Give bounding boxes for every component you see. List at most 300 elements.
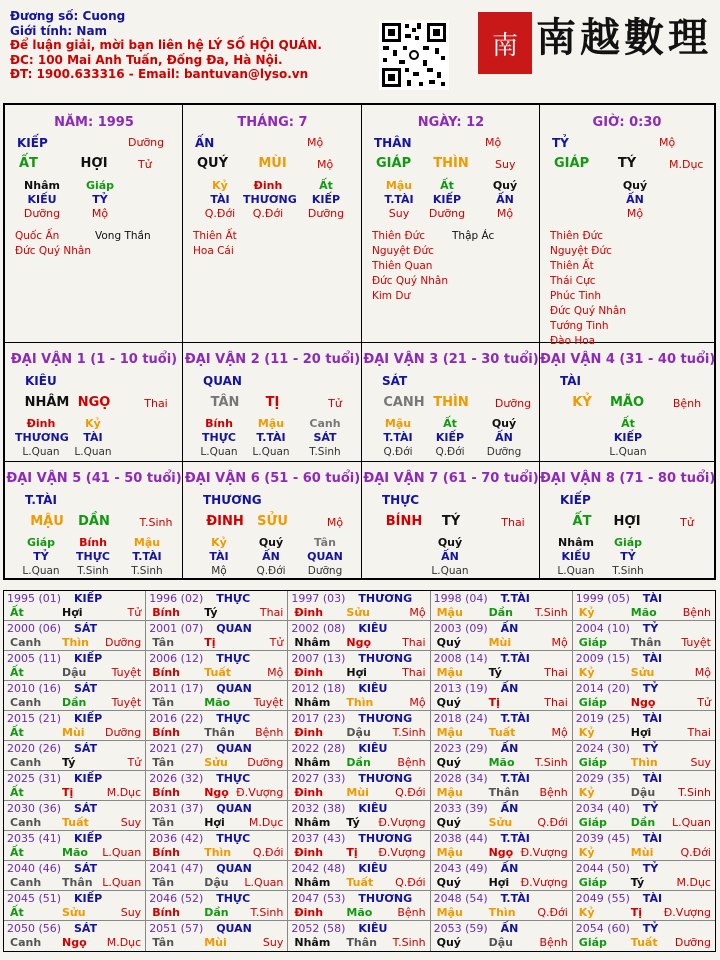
phone-email: ĐT: 1900.633316 - Email: bantuvan@lyso.vn — [10, 67, 309, 82]
hidden-god: TÀI — [83, 431, 103, 444]
pillar-god: ẤN — [195, 136, 215, 150]
year-branch: Mùi — [204, 936, 227, 949]
year-stem: Ất — [10, 906, 24, 919]
year-god: ẤN — [500, 922, 519, 935]
hidden-god: KIẾP — [613, 431, 643, 444]
dai-van-stem: CANH — [383, 395, 425, 410]
pillar-stem: ẤT — [19, 156, 38, 171]
hidden-stem: Canh — [309, 417, 341, 430]
year-stem: Mậu — [436, 726, 463, 739]
year-branch: Dần — [630, 816, 656, 829]
year-stage: Đ.Vượng — [520, 876, 568, 889]
year-cell — [573, 651, 715, 681]
dai-van-stage: Thai — [144, 397, 168, 410]
dai-van-god: T.TÀI — [25, 493, 57, 507]
dai-van-branch: SỬU — [257, 514, 288, 529]
year-branch: Tuất — [346, 876, 374, 889]
year-label: 2033 (39) — [433, 802, 488, 815]
year-stem: Quý — [436, 636, 461, 649]
year-stage: T.Sinh — [534, 756, 568, 769]
year-god: TÀI — [642, 652, 663, 665]
year-stem: Tân — [152, 696, 175, 709]
hidden-stage: T.Sinh — [131, 565, 163, 577]
year-branch: Tuất — [630, 936, 658, 949]
year-cell — [431, 861, 573, 891]
year-stem: Bính — [152, 846, 181, 859]
hidden-stage: L.Quan — [431, 565, 469, 577]
dai-van-title: ĐẠI VẬN 3 (21 - 30 tuổi) — [363, 352, 539, 367]
year-branch: Dần — [488, 606, 513, 619]
year-god: KIẾP — [74, 652, 103, 665]
year-stage: T.Sinh — [250, 906, 284, 919]
year-cell — [573, 891, 715, 921]
year-god: T.TÀI — [500, 772, 530, 785]
dai-van-stage: Mộ — [326, 516, 344, 529]
year-stem: Ất — [10, 726, 24, 739]
year-branch: Mùi — [346, 786, 369, 799]
dai-van-stem: TÂN — [210, 395, 240, 410]
hidden-stem: Ất — [621, 417, 635, 430]
year-god: SÁT — [74, 922, 98, 935]
year-stem: Bính — [152, 726, 181, 739]
star-name: Đức Quý Nhân — [372, 275, 448, 287]
dai-van-god: QUAN — [203, 374, 242, 388]
pillar-grid — [3, 103, 716, 580]
year-stem: Nhâm — [294, 756, 331, 769]
year-god: KIÊU — [358, 802, 388, 815]
dai-van-stem: MẬU — [30, 514, 64, 529]
year-god: TỶ — [642, 682, 659, 695]
dai-van-title: ĐẠI VẬN 8 (71 - 80 tuổi) — [540, 471, 716, 486]
hidden-god: THƯƠNG — [15, 431, 69, 444]
year-branch: Tý — [62, 756, 76, 769]
year-cell — [4, 741, 146, 771]
year-branch: Tý — [488, 666, 502, 679]
year-label: 2014 (20) — [575, 682, 630, 695]
year-stem: Mậu — [436, 786, 463, 799]
year-stem: Kỷ — [578, 606, 595, 619]
year-branch: Tuất — [204, 666, 231, 679]
year-stage: Bệnh — [397, 906, 426, 919]
pillar-branch: THÌN — [433, 156, 469, 171]
year-god: KIẾP — [74, 592, 103, 605]
year-stem: Canh — [10, 936, 42, 949]
year-god: TỶ — [642, 622, 659, 635]
year-cell — [4, 861, 146, 891]
year-stage: Tử — [269, 636, 284, 649]
year-branch: Thìn — [204, 846, 232, 859]
dai-van-god: TÀI — [560, 374, 582, 388]
dai-van-stem: ĐINH — [206, 514, 244, 529]
year-cell — [4, 831, 146, 861]
star-name: Nguyệt Đức — [550, 245, 612, 257]
year-branch: Dậu — [62, 666, 87, 679]
pillar-stage: Suy — [495, 158, 516, 171]
year-cell — [573, 681, 715, 711]
dai-van-god: SÁT — [382, 374, 408, 388]
bad-star-list — [452, 229, 494, 244]
year-god: T.TÀI — [500, 652, 530, 665]
year-branch: Hợi — [630, 726, 652, 739]
year-cell — [431, 771, 573, 801]
year-label: 2022 (28) — [291, 742, 346, 755]
year-cell — [431, 921, 573, 951]
year-branch: Mão — [630, 606, 657, 619]
year-branch: Dậu — [488, 936, 513, 949]
dai-van-branch: NGỌ — [77, 395, 111, 410]
year-god: THỰC — [216, 832, 251, 845]
year-god: THỰC — [216, 712, 251, 725]
year-cell — [288, 771, 430, 801]
dai-van-branch: DẦN — [78, 514, 110, 529]
year-branch: Thân — [346, 936, 377, 949]
year-god: TÀI — [642, 892, 663, 905]
year-label: 2006 (12) — [149, 652, 204, 665]
year-branch: Hợi — [346, 666, 367, 679]
year-label: 2044 (50) — [575, 862, 630, 875]
hidden-stage: L.Quan — [74, 446, 112, 458]
year-cell — [431, 681, 573, 711]
year-stem: Kỷ — [578, 906, 595, 919]
year-branch: Mão — [204, 696, 231, 709]
year-stem: Canh — [10, 636, 42, 649]
year-stem: Canh — [10, 696, 42, 709]
hidden-stage: Mộ — [91, 207, 109, 220]
hidden-stem: Mậu — [384, 417, 412, 430]
year-branch: Mão — [346, 906, 373, 919]
year-label: 2043 (49) — [433, 862, 488, 875]
year-god: ẤN — [500, 622, 519, 635]
year-stage: Bệnh — [682, 606, 711, 619]
hidden-stem: Kỷ — [211, 536, 227, 549]
year-label: 2010 (16) — [7, 682, 62, 695]
year-label: 2012 (18) — [291, 682, 346, 695]
year-stem: Đinh — [294, 846, 324, 859]
star-name: Thiên Đức — [550, 230, 604, 242]
star-name: Thiên Ất — [193, 230, 237, 242]
dai-van-stage: Bệnh — [672, 397, 702, 410]
hidden-god: TỶ — [33, 550, 49, 563]
year-stage: Q.Đới — [395, 786, 426, 799]
year-cell — [146, 861, 288, 891]
year-label: 2001 (07) — [149, 622, 204, 635]
hidden-god: ẤN — [496, 193, 514, 206]
hidden-stem: Nhâm — [24, 179, 60, 192]
year-stem: Nhâm — [294, 696, 331, 709]
year-cell — [288, 651, 430, 681]
year-cell — [573, 771, 715, 801]
year-stage: Bệnh — [539, 936, 568, 949]
star-list — [372, 229, 448, 304]
year-label: 2002 (08) — [291, 622, 346, 635]
dai-van-branch: HỢI — [613, 514, 641, 529]
year-cell — [288, 681, 430, 711]
hidden-stem: Quý — [258, 536, 284, 549]
year-god: KIẾP — [74, 892, 103, 905]
year-stage: L.Quan — [672, 816, 711, 829]
year-label: 1997 (03) — [291, 592, 346, 605]
year-cell — [431, 651, 573, 681]
year-stem: Đinh — [294, 726, 324, 739]
year-branch: Thìn — [488, 906, 516, 919]
year-stem: Nhâm — [294, 636, 331, 649]
hidden-god: TỶ — [92, 193, 108, 206]
dai-van-branch: MÃO — [609, 395, 645, 410]
hidden-stem: Quý — [622, 179, 648, 192]
year-stage: Dưỡng — [105, 726, 142, 739]
year-label: 1998 (04) — [433, 592, 488, 605]
year-cell — [4, 921, 146, 951]
year-stem: Mậu — [436, 606, 463, 619]
year-stage: Tử — [697, 696, 711, 709]
dai-van-title: ĐẠI VẬN 5 (41 - 50 tuổi) — [6, 471, 182, 486]
pillar-stage-top: Mộ — [485, 136, 502, 149]
year-stage: Suy — [262, 936, 284, 949]
year-label: 1996 (02) — [149, 592, 204, 605]
year-stem: Mậu — [436, 846, 463, 859]
year-stage: Đ.Vượng — [378, 816, 426, 829]
year-stage: Đ.Vượng — [663, 906, 711, 919]
year-cell — [431, 621, 573, 651]
hidden-god: TÀI — [209, 550, 229, 563]
year-label: 2000 (06) — [7, 622, 62, 635]
year-label: 2048 (54) — [433, 892, 488, 905]
year-stem: Quý — [436, 876, 461, 889]
hidden-god: TỶ — [620, 550, 636, 563]
year-branch: Tý — [204, 606, 218, 619]
year-branch: Sửu — [488, 816, 513, 829]
year-stage: Thai — [402, 636, 426, 649]
year-label: 2011 (17) — [149, 682, 204, 695]
hidden-stage: Q.Đới — [383, 446, 413, 458]
year-cell — [573, 801, 715, 831]
year-god: SÁT — [74, 622, 98, 635]
year-cell — [146, 651, 288, 681]
year-label: 2041 (47) — [149, 862, 204, 875]
year-cell — [288, 591, 430, 621]
star-list — [193, 229, 237, 259]
year-label: 2046 (52) — [149, 892, 204, 905]
year-stem: Nhâm — [294, 816, 331, 829]
dai-van-god: THƯƠNG — [203, 493, 262, 507]
hidden-stage: Mộ — [626, 207, 644, 220]
pillar-cell — [183, 105, 362, 343]
year-stem: Quý — [436, 936, 461, 949]
year-stage: Tử — [127, 606, 142, 619]
pillar-god: TỶ — [552, 136, 569, 150]
year-god: T.TÀI — [500, 592, 530, 605]
hidden-stage: L.Quan — [609, 446, 647, 458]
year-cell — [146, 621, 288, 651]
year-god: THƯƠNG — [358, 592, 413, 605]
year-label: 2004 (10) — [575, 622, 630, 635]
year-god: ẤN — [500, 742, 519, 755]
year-label: 2038 (44) — [433, 832, 488, 845]
year-cell — [4, 771, 146, 801]
year-cell — [573, 831, 715, 861]
year-branch: Sửu — [62, 906, 86, 919]
year-stem: Bính — [152, 906, 181, 919]
pillar-branch: HỢI — [80, 156, 108, 171]
hidden-god: KIẾP — [311, 193, 341, 206]
year-stem: Quý — [436, 756, 461, 769]
year-branch: Hợi — [488, 876, 510, 889]
year-stem: Giáp — [578, 936, 607, 949]
year-stage: Tuyệt — [253, 696, 284, 709]
year-stem: Bính — [152, 786, 181, 799]
year-stem: Kỷ — [578, 846, 595, 859]
hidden-god: SÁT — [313, 431, 337, 444]
year-god: QUAN — [216, 862, 252, 875]
year-stage: Suy — [120, 906, 142, 919]
hidden-stage: Dưỡng — [307, 207, 345, 220]
year-label: 2018 (24) — [433, 712, 488, 725]
hidden-stem: Ất — [443, 417, 457, 430]
pillar-title: NĂM: 1995 — [54, 115, 134, 130]
year-god: TÀI — [642, 592, 663, 605]
pillar-stage: Tử — [138, 158, 152, 171]
star-name: Quốc Ấn — [15, 230, 60, 242]
year-branch: Thân — [488, 786, 520, 799]
year-stage: Bệnh — [539, 786, 568, 799]
dai-van-title: ĐẠI VẬN 4 (31 - 40 tuổi) — [540, 352, 716, 367]
pillar-branch: TÝ — [617, 156, 637, 171]
year-god: ẤN — [500, 682, 519, 695]
dai-van-title: ĐẠI VẬN 2 (11 - 20 tuổi) — [184, 352, 361, 367]
hidden-stage: Mộ — [211, 565, 227, 577]
year-stem: Nhâm — [294, 876, 331, 889]
year-label: 1995 (01) — [7, 592, 62, 605]
year-god: TÀI — [642, 772, 663, 785]
gender: Giới tính: Nam — [10, 23, 108, 38]
year-branch: Tị — [346, 846, 358, 859]
pillar-god: KIẾP — [17, 136, 48, 150]
year-god: KIẾP — [74, 712, 103, 725]
year-stage: T.Sinh — [392, 936, 426, 949]
year-label: 2034 (40) — [575, 802, 630, 815]
pillar-branch: MÙI — [258, 156, 287, 171]
hidden-stage: Q.Đới — [204, 207, 236, 220]
year-stage: Tử — [127, 756, 142, 769]
site-logo: 南越數理 — [536, 14, 712, 61]
dai-van-cell — [5, 343, 183, 462]
year-label: 2053 (59) — [433, 922, 488, 935]
year-cell — [431, 801, 573, 831]
pillar-stage-top: Mộ — [307, 136, 324, 149]
year-god: QUAN — [216, 622, 252, 635]
year-god: QUAN — [216, 922, 252, 935]
year-god: T.TÀI — [500, 832, 530, 845]
hidden-stage: Q.Đới — [252, 207, 284, 220]
pillar-stem: GIÁP — [554, 156, 590, 171]
year-god: TỶ — [642, 742, 659, 755]
year-stem: Ất — [10, 786, 24, 799]
year-label: 2040 (46) — [7, 862, 62, 875]
year-branch: Thân — [204, 726, 235, 739]
qr-code-icon — [379, 20, 449, 90]
hidden-stem: Nhâm — [558, 536, 594, 549]
year-label: 2036 (42) — [149, 832, 204, 845]
year-stem: Canh — [10, 756, 42, 769]
year-cell — [146, 801, 288, 831]
year-cell — [4, 711, 146, 741]
year-branch: Dần — [204, 906, 229, 919]
hidden-stem: Đinh — [26, 417, 56, 430]
year-cell — [288, 741, 430, 771]
year-branch: Tuất — [62, 816, 89, 829]
year-label: 2024 (30) — [575, 742, 630, 755]
star-name: Thiên Đức — [372, 230, 426, 242]
year-god: THỰC — [216, 652, 251, 665]
year-branch: Tị — [630, 906, 643, 919]
hidden-stage: T.Sinh — [309, 446, 341, 458]
year-stage: Tuyệt — [681, 636, 711, 649]
hidden-stage: T.Sinh — [612, 565, 644, 577]
annual-luck-table — [3, 590, 716, 952]
year-stage: Thai — [544, 696, 568, 709]
year-branch: Mùi — [630, 846, 654, 859]
year-stem: Tân — [152, 816, 175, 829]
year-cell — [288, 891, 430, 921]
year-branch: Sửu — [630, 666, 655, 679]
year-stem: Bính — [152, 666, 181, 679]
year-cell — [4, 651, 146, 681]
star-name: Vong Thần — [95, 230, 151, 242]
year-stem: Giáp — [578, 876, 607, 889]
year-label: 2005 (11) — [7, 652, 62, 665]
star-name: Hoa Cái — [193, 245, 234, 257]
year-branch: Tý — [346, 816, 360, 829]
hidden-god: TÀI — [210, 193, 230, 206]
year-cell — [146, 921, 288, 951]
hidden-god: THỰC — [202, 431, 236, 444]
hidden-stem: Quý — [491, 417, 517, 430]
year-label: 2007 (13) — [291, 652, 346, 665]
hidden-stem: Giáp — [26, 536, 56, 549]
year-stage: Thai — [544, 666, 568, 679]
hidden-stage: Q.Đới — [256, 565, 286, 577]
year-label: 2023 (29) — [433, 742, 488, 755]
hidden-stem: Quý — [492, 179, 518, 192]
hidden-stem: Kỷ — [212, 179, 228, 192]
dai-van-god: KIÊU — [25, 374, 57, 388]
year-god: THƯƠNG — [358, 832, 413, 845]
year-god: SÁT — [74, 682, 98, 695]
hidden-stage: Suy — [388, 207, 410, 220]
year-stage: Tuyệt — [111, 696, 142, 709]
hidden-stem: Bính — [205, 417, 233, 430]
year-stem: Giáp — [578, 756, 607, 769]
year-cell — [288, 861, 430, 891]
year-branch: Tị — [488, 696, 500, 709]
year-label: 2035 (41) — [7, 832, 62, 845]
year-god: SÁT — [74, 802, 98, 815]
dai-van-cell — [362, 343, 540, 462]
year-cell — [146, 831, 288, 861]
year-branch: Thìn — [62, 636, 89, 649]
hidden-god: ẤN — [262, 550, 280, 563]
year-stage: Mộ — [551, 726, 568, 739]
year-stem: Kỷ — [578, 666, 595, 679]
year-stem: Quý — [436, 816, 461, 829]
year-cell — [146, 591, 288, 621]
year-god: ẤN — [500, 862, 519, 875]
year-stage: Đ.Vượng — [520, 846, 568, 859]
year-stage: Dưỡng — [247, 756, 284, 769]
hidden-stage: Dưỡng — [486, 446, 522, 458]
year-stem: Đinh — [294, 666, 324, 679]
year-label: 2013 (19) — [433, 682, 488, 695]
